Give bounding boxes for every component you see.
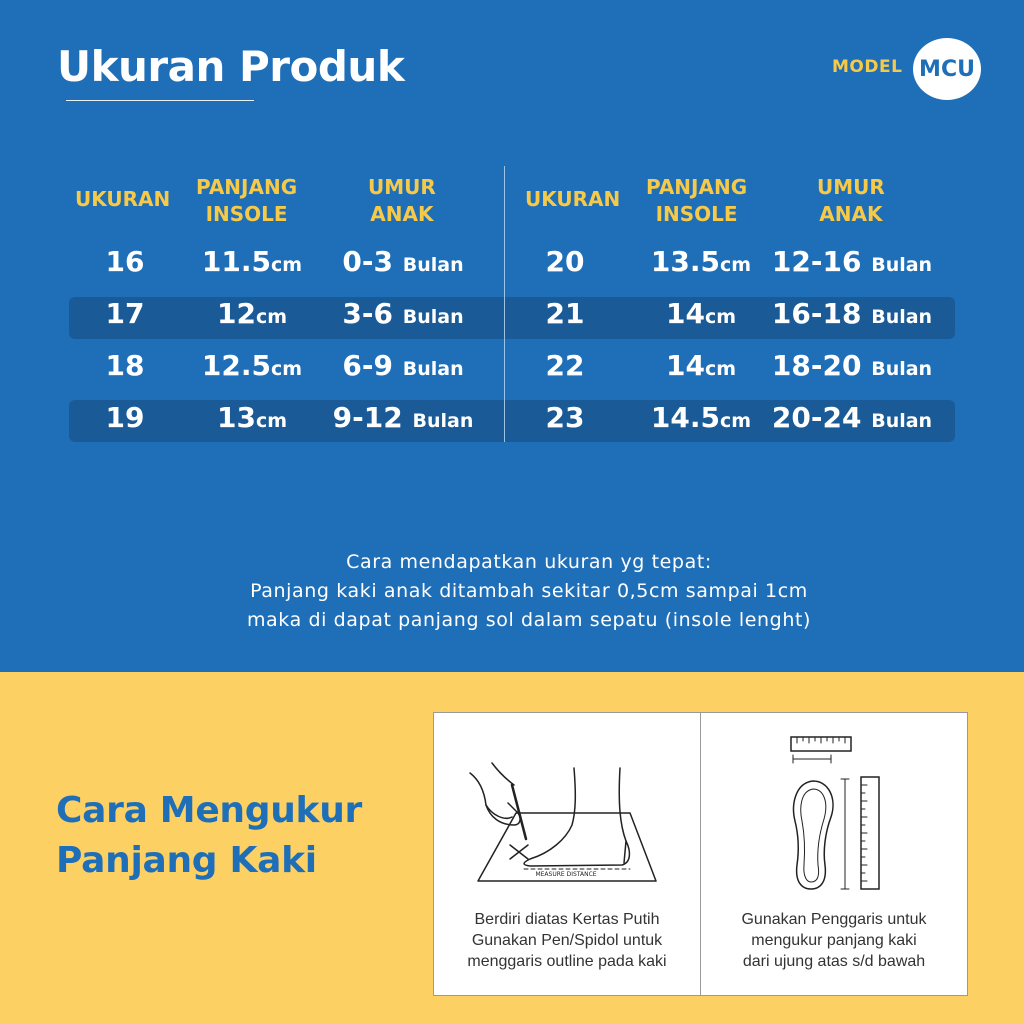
model-label: MODEL — [832, 57, 903, 77]
unit-cm: cm — [255, 410, 288, 432]
unit-cm: cm — [704, 358, 737, 380]
how-to-title-line1: Cara Mengukur — [56, 790, 362, 831]
age-cell — [772, 245, 932, 282]
unit-month: Bulan — [871, 306, 933, 328]
header-insole — [196, 174, 297, 228]
insole-inner — [801, 789, 826, 882]
header-age — [368, 174, 436, 228]
size-cell: 18 — [105, 349, 145, 382]
unit-month: Bulan — [871, 410, 933, 432]
insole-cell — [217, 297, 287, 334]
header-insole-line1: PANJANG — [646, 175, 748, 199]
unit-cm: cm — [720, 254, 752, 276]
insole-value: 12 — [216, 297, 256, 330]
unit-month: Bulan — [402, 306, 464, 328]
unit-month: Bulan — [402, 254, 464, 276]
mark-left — [510, 845, 528, 859]
leg-and-foot — [524, 768, 629, 866]
caption-line: Berdiri diatas Kertas Putih — [474, 911, 660, 928]
unit-month: Bulan — [871, 254, 933, 276]
ruler-insole-illustration — [701, 713, 967, 903]
insole-value: 14 — [665, 297, 705, 330]
header-insole — [646, 174, 747, 228]
header-size: UKURAN — [75, 187, 171, 211]
caption-line: mengukur panjang kaki — [751, 932, 917, 949]
size-cell: 20 — [545, 245, 585, 278]
insole-value: 12.5 — [201, 349, 272, 382]
header-insole-line2: INSOLE — [655, 202, 738, 226]
header-insole-line2: INSOLE — [205, 202, 288, 226]
note-line: maka di dapat panjang sol dalam sepatu (insole lenght) — [246, 609, 812, 631]
age-cell — [342, 349, 463, 386]
foot-tracing-illustration — [434, 713, 700, 903]
age-cell — [772, 401, 932, 438]
age-value: 18-20 — [771, 349, 862, 382]
insole-value: 11.5 — [201, 245, 272, 278]
age-cell — [772, 349, 932, 386]
insole-cell — [666, 297, 736, 334]
panel2-caption — [701, 909, 967, 972]
insole-outline — [794, 781, 833, 889]
header-size: UKURAN — [525, 187, 621, 211]
caption-line: dari ujung atas s/d bawah — [742, 953, 926, 970]
instruction-panel-trace — [433, 712, 701, 996]
unit-cm: cm — [271, 254, 303, 276]
size-cell: 19 — [105, 401, 145, 434]
age-value: 16-18 — [771, 297, 862, 330]
insole-cell — [202, 245, 302, 282]
insole-value: 13.5 — [650, 245, 721, 278]
note-line: Cara mendapatkan ukuran yg tepat: — [346, 551, 712, 573]
size-cell: 16 — [105, 245, 145, 278]
age-value: 9-12 — [332, 401, 403, 434]
age-cell — [772, 297, 932, 334]
title-underline — [66, 100, 254, 101]
paper-text: MEASURE DISTANCE — [535, 871, 597, 878]
note-line: Panjang kaki anak ditambah sekitar 0,5cm sampai 1cm — [250, 580, 808, 602]
age-value: 0-3 — [342, 245, 393, 278]
unit-cm: cm — [271, 358, 303, 380]
panel1-caption — [434, 909, 700, 972]
header-insole-line1: PANJANG — [196, 175, 298, 199]
age-cell — [333, 401, 474, 438]
unit-month: Bulan — [412, 410, 474, 432]
model-badge: MCU — [913, 38, 981, 100]
page-title: Ukuran Produk — [57, 42, 405, 91]
insole-cell — [202, 349, 302, 386]
header-age-line1: UMUR — [368, 175, 436, 199]
insole-value: 14.5 — [650, 401, 721, 434]
insole-value: 14 — [665, 349, 705, 382]
how-to-title-line2: Panjang Kaki — [56, 840, 317, 881]
size-cell: 17 — [105, 297, 145, 330]
size-cell: 22 — [545, 349, 585, 382]
header-age-line2: ANAK — [819, 202, 883, 226]
age-value: 12-16 — [771, 245, 862, 278]
unit-cm: cm — [255, 306, 288, 328]
unit-month: Bulan — [871, 358, 933, 380]
size-cell: 23 — [545, 401, 585, 434]
unit-cm: cm — [720, 410, 752, 432]
insole-cell — [651, 245, 751, 282]
insole-cell — [666, 349, 736, 386]
header-age-line2: ANAK — [370, 202, 434, 226]
age-value: 6-9 — [342, 349, 393, 382]
insole-cell — [217, 401, 287, 438]
column-divider — [504, 166, 505, 442]
header-age — [817, 174, 885, 228]
age-cell — [342, 245, 463, 282]
unit-month: Bulan — [402, 358, 464, 380]
how-to-title — [56, 786, 362, 886]
pen — [512, 785, 526, 839]
sizing-note — [0, 548, 1024, 635]
age-cell — [342, 297, 463, 334]
caption-line: Gunakan Penggaris untuk — [741, 911, 927, 928]
header-age-line1: UMUR — [817, 175, 885, 199]
age-value: 3-6 — [342, 297, 393, 330]
instruction-panel-ruler — [700, 712, 968, 996]
age-value: 20-24 — [771, 401, 862, 434]
insole-cell — [651, 401, 751, 438]
size-cell: 21 — [545, 297, 585, 330]
unit-cm: cm — [704, 306, 737, 328]
caption-line: Gunakan Pen/Spidol untuk — [471, 932, 663, 949]
mark-right — [624, 841, 626, 863]
caption-line: menggaris outline pada kaki — [467, 953, 667, 970]
vertical-measure — [841, 779, 849, 889]
insole-value: 13 — [216, 401, 256, 434]
